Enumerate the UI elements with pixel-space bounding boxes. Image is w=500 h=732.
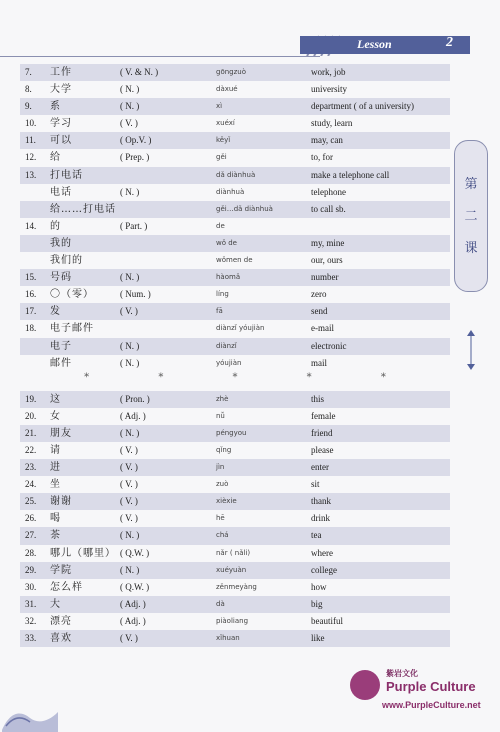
vocab-number: 31. [25, 598, 37, 609]
watermark-url: www.PurpleCulture.net [382, 700, 481, 710]
vocab-pinyin: gěi [216, 153, 227, 162]
vocab-hanzi: 给 [50, 152, 61, 164]
vocab-number: 12. [25, 152, 37, 163]
vocab-number: 11. [25, 135, 36, 146]
vocab-english: make a telephone call [311, 169, 390, 180]
vocab-row [20, 303, 450, 320]
vocab-pinyin: líng [216, 290, 229, 299]
vocab-hanzi: 朋友 [50, 427, 72, 439]
vocab-hanzi: 漂亮 [50, 615, 72, 627]
vocab-row [20, 64, 450, 81]
vocab-hanzi: 进 [50, 462, 61, 474]
vocab-row [20, 81, 450, 98]
vocab-pinyin: fā [216, 307, 223, 316]
vocab-english: female [311, 410, 336, 421]
vocab-pinyin: nǎr ( nǎli) [216, 548, 251, 557]
vocab-hanzi: 我的 [50, 237, 72, 249]
vocab-hanzi: 坐 [50, 479, 61, 491]
vocab-hanzi: 电话 [50, 186, 72, 198]
vocab-hanzi: 〇（零） [50, 289, 94, 301]
vocab-hanzi: 请 [50, 444, 61, 456]
vocab-hanzi: 大 [50, 598, 61, 610]
vocab-row [20, 355, 450, 372]
vocab-pinyin: chá [216, 531, 229, 540]
vocab-number: 33. [25, 633, 37, 643]
vocab-hanzi: 电子 [50, 340, 72, 352]
vocab-english: e-mail [311, 323, 334, 334]
separator-row [20, 372, 450, 391]
vocab-row [20, 184, 450, 201]
vocab-row [20, 596, 450, 613]
vocab-hanzi: 可以 [50, 135, 72, 147]
vocab-pinyin: zuò [216, 480, 229, 489]
vocab-number: 29. [25, 564, 37, 575]
vocab-english: big [311, 598, 323, 609]
vocab-english: sit [311, 479, 320, 490]
vocab-hanzi: 这 [50, 393, 61, 405]
vocab-row [20, 269, 450, 286]
vocab-part-of-speech: ( V. ) [120, 306, 138, 317]
vocab-pinyin: jìn [216, 463, 225, 472]
vocab-pinyin: xuéxí [216, 119, 235, 128]
vocab-number: 18. [25, 323, 37, 334]
vocab-pinyin: yóujiàn [216, 358, 242, 367]
vocab-number: 25. [25, 496, 37, 507]
vocab-row [20, 235, 450, 252]
vocab-part-of-speech: ( N. ) [120, 530, 140, 541]
vocab-row [20, 338, 450, 355]
vocab-pinyin: dà [216, 599, 225, 608]
vocab-row [20, 613, 450, 630]
vocab-row [20, 476, 450, 493]
vocab-number: 28. [25, 547, 37, 558]
vocab-row [20, 510, 450, 527]
vocab-part-of-speech: ( V. ) [120, 444, 138, 455]
vocab-english: this [311, 393, 325, 404]
vocab-part-of-speech: ( Adj. ) [120, 615, 146, 626]
vocab-number: 23. [25, 462, 37, 473]
vocab-english: college [311, 564, 337, 575]
vocab-pinyin: nǚ [216, 411, 225, 420]
star-separator: * * * * * [84, 371, 419, 383]
vocab-pinyin: diànhuà [216, 187, 245, 196]
dragon-decoration-icon [0, 682, 60, 732]
vocabulary-group-1 [20, 64, 450, 372]
vocab-pinyin: dàxué [216, 85, 238, 94]
vocab-number: 17. [25, 306, 37, 317]
vocab-number: 7. [25, 67, 32, 77]
vocab-row [20, 408, 450, 425]
lesson-label: Lesson [357, 37, 392, 51]
vocab-hanzi: 工作 [50, 67, 72, 78]
vocab-pinyin: wǒmen de [216, 256, 253, 265]
vocab-pinyin: zhè [216, 394, 229, 403]
vocab-pinyin: zěnmeyàng [216, 582, 257, 591]
vocab-part-of-speech: ( N. ) [120, 357, 140, 368]
vocab-row [20, 115, 450, 132]
vocab-part-of-speech: ( V. ) [120, 513, 138, 524]
vocab-row [20, 545, 450, 562]
vocab-row [20, 167, 450, 184]
vocab-pinyin: hē [216, 514, 225, 523]
vocab-number: 20. [25, 410, 37, 421]
vocab-english: how [311, 581, 327, 592]
vocab-number: 32. [25, 615, 37, 626]
vocab-part-of-speech: ( Prep. ) [120, 152, 150, 163]
vocab-pinyin: xì [216, 102, 223, 111]
vocab-english: thank [311, 496, 331, 507]
vocab-pinyin: péngyou [216, 428, 247, 437]
vocab-row [20, 218, 450, 235]
vocab-english: where [311, 547, 333, 558]
vocab-hanzi: 大学 [50, 84, 72, 96]
vocab-english: university [311, 84, 347, 95]
side-tab-char: 课 [464, 241, 478, 256]
vocab-row [20, 252, 450, 269]
vocab-pinyin: piàoliang [216, 616, 249, 625]
watermark-name: Purple Culture [386, 679, 476, 694]
side-tab-char: 第 [464, 177, 478, 192]
vocab-hanzi: 喝 [50, 513, 61, 525]
vocab-row [20, 442, 450, 459]
vocab-row [20, 286, 450, 303]
vocab-pinyin: de [216, 221, 225, 230]
vocab-number: 24. [25, 479, 37, 490]
vocab-hanzi: 我们的 [50, 255, 83, 267]
vocab-english: mail [311, 357, 327, 368]
vocab-pinyin: xǐhuan [216, 634, 240, 642]
vocab-english: electronic [311, 340, 347, 351]
side-tab-char: 二 [464, 209, 478, 224]
vocab-hanzi: 谢谢 [50, 496, 72, 508]
vocab-part-of-speech: ( N. ) [120, 272, 140, 283]
vocab-hanzi: 邮件 [50, 357, 72, 369]
vocab-english: enter [311, 462, 329, 473]
vocab-english: please [311, 444, 334, 455]
vocab-row [20, 391, 450, 408]
vocab-pinyin: xièxie [216, 497, 237, 506]
vocab-row [20, 149, 450, 166]
vocabulary-table [20, 64, 450, 647]
vocab-pinyin: dǎ diànhuà [216, 170, 256, 179]
vocab-hanzi: 哪儿（哪里） [50, 547, 116, 559]
vocab-part-of-speech: ( N. ) [120, 427, 140, 438]
vocab-english: department ( of a university) [311, 101, 414, 112]
vocab-number: 15. [25, 272, 37, 283]
vocab-part-of-speech: ( Num. ) [120, 289, 151, 300]
vocab-pinyin: xuéyuàn [216, 565, 247, 574]
vocab-part-of-speech: ( N. ) [120, 564, 140, 575]
vocab-hanzi: 电子邮件 [50, 323, 94, 335]
vocab-english: zero [311, 289, 327, 300]
purple-culture-logo-icon [350, 670, 380, 700]
vocab-english: our, ours [311, 255, 343, 266]
vocab-part-of-speech: ( V. ) [120, 496, 138, 507]
vocab-part-of-speech: ( N. ) [120, 84, 140, 95]
vocab-hanzi: 的 [50, 220, 61, 232]
vocab-hanzi: 茶 [50, 530, 61, 542]
vocab-pinyin: kěyǐ [216, 136, 231, 145]
vocab-part-of-speech: ( Q.W. ) [120, 581, 150, 592]
vocab-hanzi: 女 [50, 410, 61, 422]
header-rule [0, 56, 320, 57]
vocab-hanzi: 怎么样 [50, 581, 83, 593]
vocab-row [20, 98, 450, 115]
purple-culture-watermark [346, 666, 496, 714]
watermark-cn-title: 紫岩文化 [386, 669, 418, 678]
vocab-part-of-speech: ( Op.V. ) [120, 135, 152, 146]
vocab-english: drink [311, 513, 330, 524]
vocab-row [20, 562, 450, 579]
vocab-pinyin: wǒ de [216, 238, 237, 247]
vocab-number: 9. [25, 101, 32, 112]
vocab-row [20, 527, 450, 544]
vocab-part-of-speech: ( N. ) [120, 186, 140, 197]
vocab-row [20, 459, 450, 476]
vocab-hanzi: 学习 [50, 118, 72, 130]
vocab-number: 21. [25, 427, 37, 438]
vocab-hanzi: 喜欢 [50, 633, 72, 644]
vocab-number: 14. [25, 220, 37, 231]
vocab-part-of-speech: ( Adj. ) [120, 598, 146, 609]
vocab-number: 13. [25, 169, 37, 180]
vocab-part-of-speech: ( Part. ) [120, 220, 148, 231]
vocab-english: study, learn [311, 118, 353, 129]
vocab-english: my, mine [311, 237, 345, 248]
vocab-hanzi: 系 [50, 101, 61, 113]
vocab-english: may, can [311, 135, 343, 146]
vocab-pinyin: gěi…dǎ diànhuà [216, 204, 273, 213]
chapter-side-tab [454, 140, 488, 292]
vocab-pinyin: diànzǐ [216, 341, 237, 350]
vocab-part-of-speech: ( V. ) [120, 479, 138, 490]
vocab-hanzi: 号码 [50, 272, 72, 284]
vocab-number: 30. [25, 581, 37, 592]
vocab-number: 19. [25, 393, 37, 404]
vocab-english: telephone [311, 186, 346, 197]
vocab-number: 22. [25, 444, 37, 455]
vocab-english: beautiful [311, 615, 343, 626]
vocab-english: friend [311, 427, 333, 438]
vocab-row [20, 630, 450, 647]
vocab-part-of-speech: ( N. ) [120, 101, 140, 112]
vocab-hanzi: 给……打电话 [50, 203, 116, 215]
vocab-english: work, job [311, 67, 346, 77]
vocab-number: 27. [25, 530, 37, 541]
vocab-english: number [311, 272, 339, 283]
vocab-part-of-speech: ( V. ) [120, 462, 138, 473]
lesson-number: 2 [446, 35, 453, 50]
vocab-hanzi: 学院 [50, 564, 72, 576]
vocab-row [20, 201, 450, 218]
vocab-row [20, 132, 450, 149]
vocab-number: 26. [25, 513, 37, 524]
vocab-row [20, 320, 450, 337]
vocab-row [20, 493, 450, 510]
vocab-english: to, for [311, 152, 333, 163]
vocab-part-of-speech: ( V. & N. ) [120, 67, 159, 77]
vocab-row [20, 425, 450, 442]
vocab-pinyin: diànzǐ yóujiàn [216, 324, 265, 333]
vocab-part-of-speech: ( V. ) [120, 633, 138, 643]
vocab-pinyin: qǐng [216, 445, 232, 454]
vocab-part-of-speech: ( Q.W. ) [120, 547, 150, 558]
vocab-part-of-speech: ( V. ) [120, 118, 138, 129]
vocab-part-of-speech: ( Pron. ) [120, 393, 150, 404]
vocabulary-group-2 [20, 391, 450, 647]
vocab-english: tea [311, 530, 322, 541]
vocab-number: 10. [25, 118, 37, 129]
side-arrows-decoration [466, 330, 476, 370]
vocab-hanzi: 发 [50, 306, 61, 318]
vocab-number: 16. [25, 289, 37, 300]
vocab-english: to call sb. [311, 203, 346, 214]
vocab-hanzi: 打电话 [50, 169, 83, 181]
vocab-number: 8. [25, 84, 32, 95]
vocab-row [20, 579, 450, 596]
vocab-pinyin: hàomǎ [216, 273, 241, 282]
vocab-english: like [311, 633, 325, 643]
vocab-pinyin: gōngzuò [216, 68, 246, 76]
vocab-part-of-speech: ( N. ) [120, 340, 140, 351]
vocab-part-of-speech: ( Adj. ) [120, 410, 146, 421]
vocab-english: send [311, 306, 328, 317]
